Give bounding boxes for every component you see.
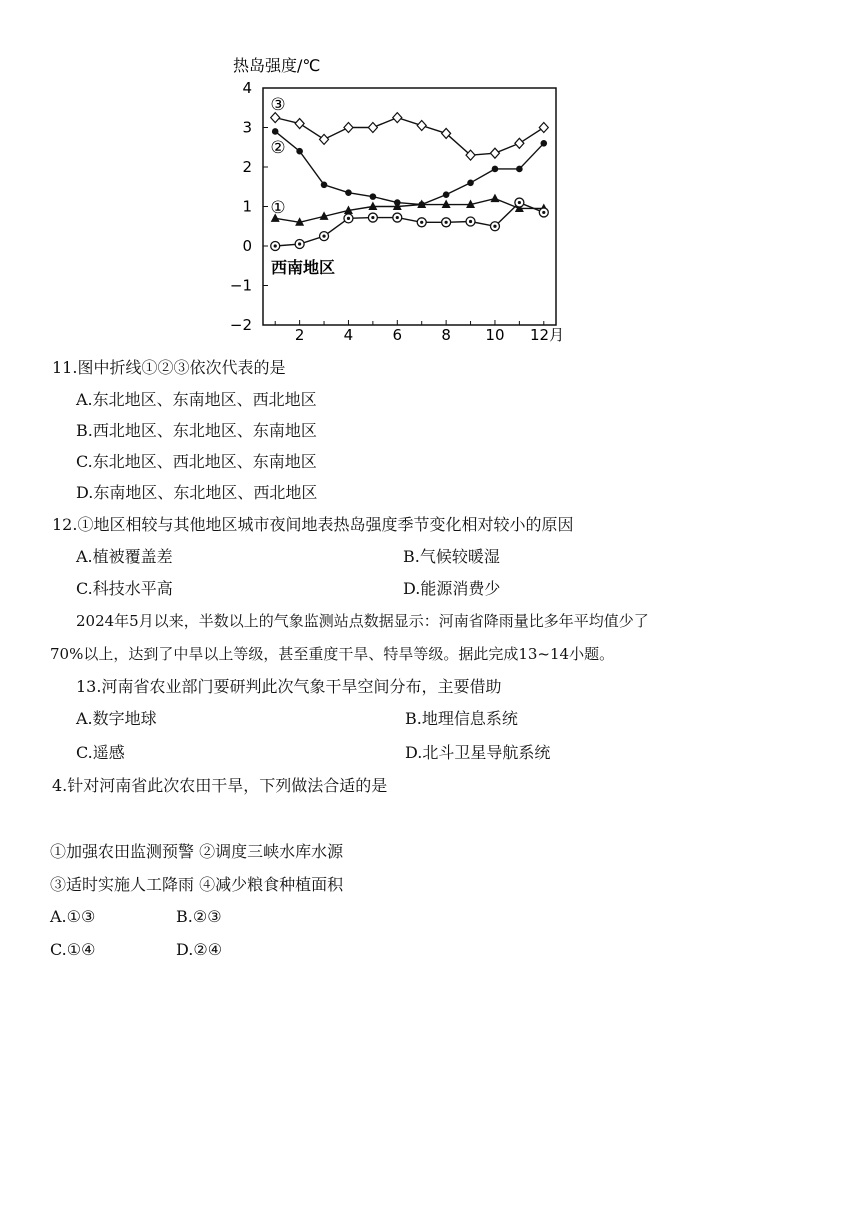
chart-svg: [0, 0, 860, 345]
q14-option-c: C.①④: [50, 940, 96, 959]
y-tick-label: 2: [242, 158, 252, 176]
data-point-series-1: [539, 123, 548, 133]
data-point-series-2: [516, 166, 523, 173]
data-point-center: [298, 242, 301, 245]
x-tick-label: 4: [343, 326, 354, 344]
data-point-series-1: [320, 134, 329, 144]
data-point-center: [396, 216, 399, 219]
data-point-series-1: [515, 138, 524, 148]
q13-option-d: D.北斗卫星导航系统: [405, 743, 551, 762]
q14-items-line-1: ①加强农田监测预警 ②调度三峡水库水源: [50, 842, 344, 861]
passage-line-1: 2024年5月以来，半数以上的气象监测站点数据显示：河南省降雨量比多年平均值少了: [76, 612, 649, 630]
passage-line-2: 70%以上，达到了中旱以上等级，甚至重度干旱、特旱等级。据此完成13~14小题。: [50, 645, 615, 663]
heat-island-chart: [0, 0, 860, 349]
data-point-series-2: [443, 191, 450, 198]
data-point-center: [493, 225, 496, 228]
y-tick-label: 3: [242, 118, 252, 137]
data-point-center: [274, 244, 277, 247]
data-point-series-2: [492, 166, 499, 173]
q14-option-d: D.②④: [176, 940, 223, 959]
q14-option-b: B.②③: [176, 907, 222, 926]
data-point-series-1: [295, 119, 304, 129]
data-point-center: [347, 217, 350, 220]
data-point-series-2: [345, 189, 352, 196]
data-point-center: [420, 221, 423, 224]
q11-option-d: D.东南地区、东北地区、西北地区: [76, 483, 318, 502]
q12-option-a: A.植被覆盖差: [76, 547, 173, 566]
q14-items-line-2: ③适时实施人工降雨 ④减少粮食种植面积: [50, 875, 344, 894]
q13-option-c: C.遥感: [76, 743, 125, 762]
q12-option-b: B.气候较暖湿: [403, 547, 500, 566]
y-tick-label: 0: [242, 237, 252, 255]
y-tick-label: −2: [229, 316, 252, 334]
q13-option-a: A.数字地球: [76, 709, 157, 728]
data-point-center: [518, 201, 521, 204]
data-point-series-1: [344, 123, 353, 133]
q14-stem: 4.针对河南省此次农田干旱，下列做法合适的是: [52, 776, 388, 795]
data-point-center: [371, 216, 374, 219]
series-line-1: [275, 118, 544, 156]
q11-option-c: C.东北地区、西北地区、东南地区: [76, 452, 317, 471]
data-point-series-2: [370, 193, 377, 200]
data-point-series-3: [442, 200, 451, 209]
q12-option-d: D.能源消费少: [403, 579, 501, 598]
y-tick-label: 4: [242, 79, 252, 97]
data-point-series-1: [393, 113, 402, 123]
data-point-series-1: [490, 148, 499, 158]
series-lines: [271, 113, 549, 251]
q12-option-c: C.科技水平高: [76, 579, 173, 598]
series-labels: [270, 95, 285, 218]
x-tick-label: 10: [485, 326, 505, 344]
q12-stem: 12.①地区相较与其他地区城市夜间地表热岛强度季节变化相对较小的原因: [52, 515, 574, 534]
data-point-center: [322, 235, 325, 238]
data-point-center: [445, 221, 448, 224]
data-point-series-2: [540, 140, 547, 147]
q11-stem: 11.图中折线①②③依次代表的是: [52, 358, 286, 377]
data-point-series-2: [296, 148, 303, 155]
data-point-series-1: [368, 123, 377, 133]
data-point-series-2: [272, 128, 279, 135]
x-tick-label: 6: [392, 326, 403, 344]
y-axis-label: 热岛强度/℃: [233, 56, 321, 75]
data-point-series-3: [490, 194, 499, 203]
q13-option-b: B.地理信息系统: [405, 709, 518, 728]
data-point-center: [469, 220, 472, 223]
series-label-2: ②: [270, 138, 286, 158]
q11-option-a: A.东北地区、东南地区、西北地区: [76, 390, 317, 409]
q13-stem: 13.河南省农业部门要研判此次气象干旱空间分布，主要借助: [76, 677, 502, 696]
region-annotation: 西南地区: [271, 258, 336, 277]
series-line-2: [275, 131, 544, 204]
data-point-series-2: [467, 180, 474, 187]
data-point-center: [542, 211, 545, 214]
q14-option-a: A.①③: [50, 907, 96, 926]
y-tick-label: 1: [242, 197, 252, 216]
q11-option-b: B.西北地区、东北地区、东南地区: [76, 421, 317, 440]
plot-frame: [263, 88, 556, 325]
data-point-series-3: [368, 202, 377, 211]
data-point-series-1: [417, 121, 426, 131]
series-line-4: [275, 203, 544, 246]
x-axis-unit: 12月: [530, 326, 565, 344]
x-tick-label: 8: [441, 326, 451, 344]
series-label-3: ①: [270, 198, 286, 218]
data-point-series-2: [321, 181, 328, 188]
y-tick-label: −1: [229, 276, 252, 295]
x-tick-label: 2: [294, 326, 305, 344]
series-label-1: ③: [270, 95, 286, 115]
x-ticks: [275, 320, 544, 344]
